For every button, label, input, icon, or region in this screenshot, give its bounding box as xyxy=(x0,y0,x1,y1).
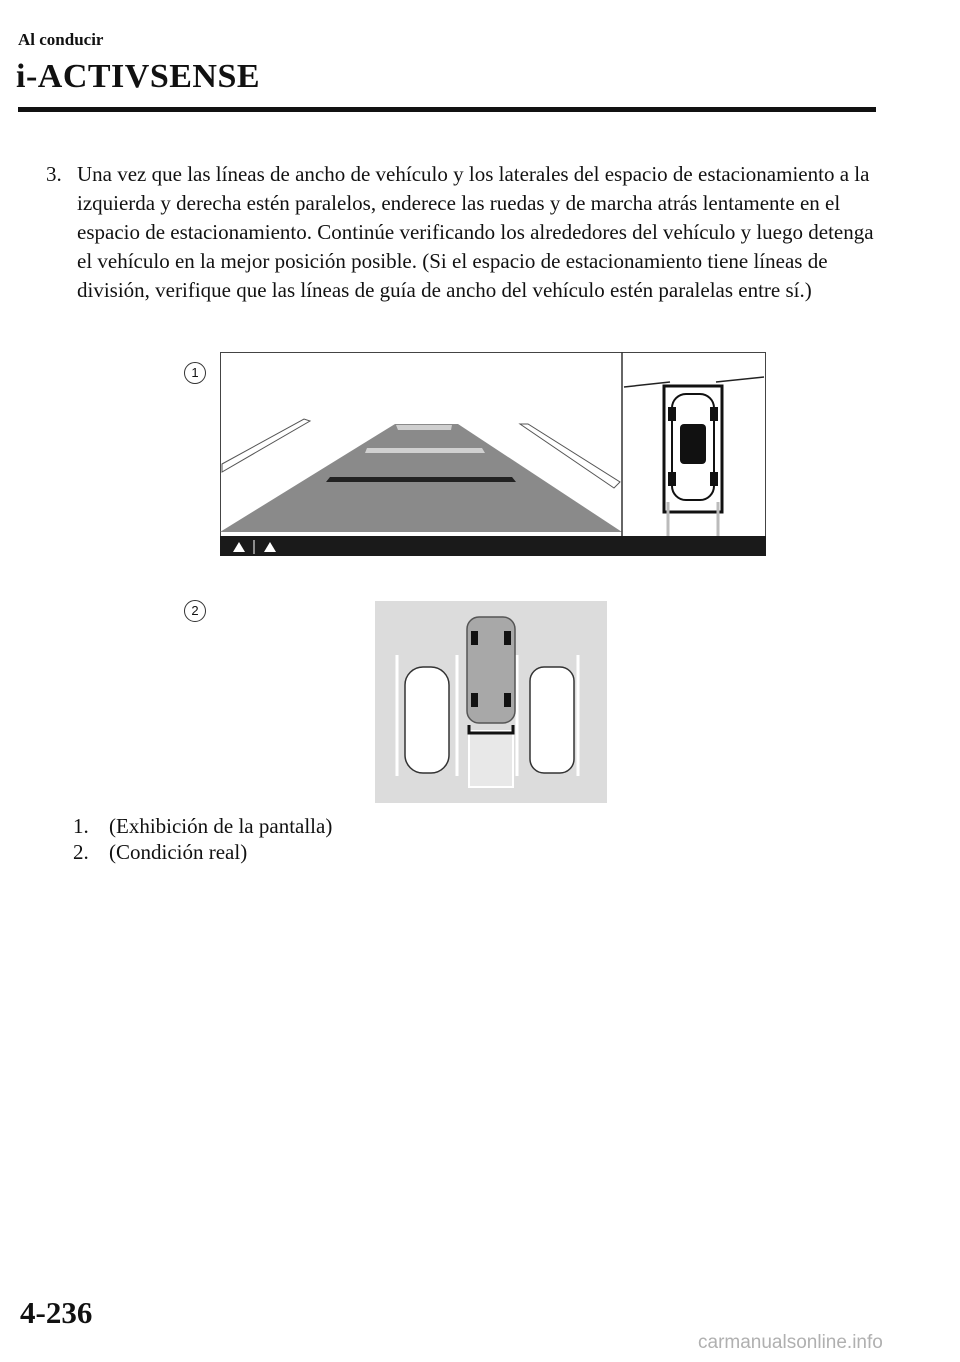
guide-line-far xyxy=(396,425,452,430)
step-number: 3. xyxy=(46,162,62,186)
callout-1: 1 xyxy=(184,362,206,384)
caption-2-number: 2. xyxy=(73,840,89,864)
topview-car-roof xyxy=(680,424,706,464)
parked-car-left xyxy=(405,667,449,773)
header-rule xyxy=(18,107,876,112)
page-number: 4-236 xyxy=(20,1295,93,1330)
reversing-car-wheel-fl xyxy=(471,631,478,645)
topview-wheel-fl xyxy=(668,407,676,421)
caption-2 xyxy=(73,840,247,865)
callout-2: 2 xyxy=(184,600,206,622)
guide-line-near xyxy=(326,477,516,482)
caption-1 xyxy=(73,814,332,839)
watermark: carmanualsonline.info xyxy=(698,1332,883,1353)
topview-wheel-rr xyxy=(710,472,718,486)
step-3 xyxy=(46,160,876,305)
topview-wheel-fr xyxy=(710,407,718,421)
section-label: Al conducir xyxy=(18,30,104,49)
real-condition-figure xyxy=(375,601,607,803)
caption-2-text: (Condición real) xyxy=(109,840,248,864)
caption-1-number: 1. xyxy=(73,814,89,838)
guide-area xyxy=(469,731,513,787)
screen-display-figure xyxy=(220,352,766,556)
caption-1-text: (Exhibición de la pantalla) xyxy=(109,814,333,838)
guide-line-mid xyxy=(365,448,485,453)
reversing-car-wheel-rr xyxy=(504,693,511,707)
parked-car-right xyxy=(530,667,574,773)
status-bar xyxy=(220,536,766,556)
reversing-car-wheel-fr xyxy=(504,631,511,645)
reversing-car-wheel-rl xyxy=(471,693,478,707)
topview-wheel-rl xyxy=(668,472,676,486)
step-text: Una vez que las líneas de ancho de vehículo y los laterales del espacio de estacionamiento a la izquierda y derecha estén paralelos, enderece las ruedas y de marcha atrás lentamente en el espacio de estacionamiento. Continúe verificando los alrededores del vehículo y luego detenga el vehículo en la mejor posición posible. (Si el espacio de estacionamiento tiene líneas de división, verifique que las líneas de guía de ancho del vehículo estén paralelas entre sí.) xyxy=(77,162,874,302)
chapter-title: i-ACTIVSENSE xyxy=(16,58,261,95)
